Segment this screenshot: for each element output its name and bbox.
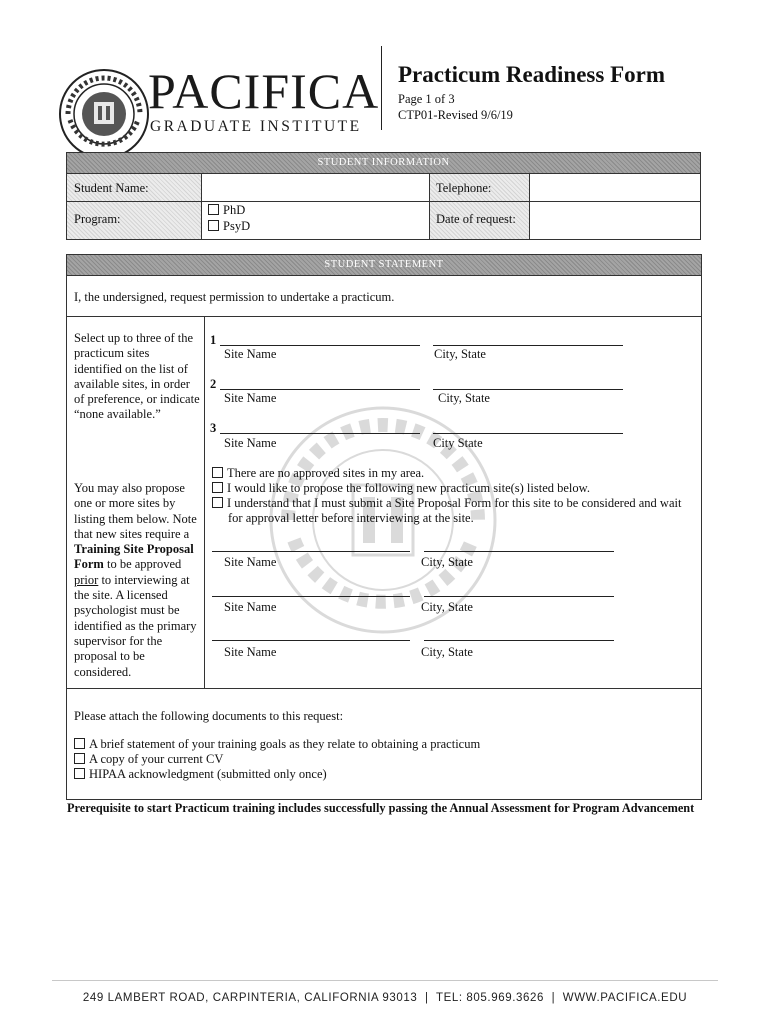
site-number: 3 bbox=[210, 421, 217, 435]
city-state-line[interactable] bbox=[433, 433, 623, 434]
proposed-site-line[interactable] bbox=[212, 551, 410, 552]
footer-divider bbox=[52, 980, 718, 981]
date-field[interactable] bbox=[532, 204, 698, 237]
site-number: 2 bbox=[210, 377, 217, 391]
program-label: Program: bbox=[74, 212, 121, 226]
checkbox[interactable] bbox=[74, 753, 85, 764]
site-name-label: Site Name bbox=[224, 436, 277, 450]
student-name-field[interactable] bbox=[204, 176, 426, 199]
option-proposal-form[interactable]: I understand that I must submit a Site Proposal Form for this site to be considered and wait bbox=[212, 496, 681, 511]
date-label: Date of request: bbox=[436, 212, 516, 226]
student-info-header bbox=[67, 153, 700, 173]
attachment-hipaa[interactable]: HIPAA acknowledgment (submitted only once) bbox=[74, 767, 327, 782]
table-rule bbox=[429, 173, 430, 240]
proposed-site-line[interactable] bbox=[212, 640, 410, 641]
proposed-site-label: Site Name bbox=[224, 645, 277, 659]
table-rule bbox=[529, 173, 530, 240]
table-rule bbox=[66, 316, 702, 317]
proposed-site-label: Site Name bbox=[224, 555, 277, 569]
telephone-field[interactable] bbox=[532, 176, 698, 199]
phd-checkbox[interactable] bbox=[208, 204, 219, 215]
telephone-label: Telephone: bbox=[436, 181, 492, 195]
training-site-form-name: Training Site Proposal Form bbox=[74, 542, 194, 572]
proposed-city-label: City, State bbox=[421, 555, 473, 569]
statement-title: STUDENT STATEMENT bbox=[324, 259, 444, 270]
proposed-city-line[interactable] bbox=[424, 640, 614, 641]
site-name-line[interactable] bbox=[220, 389, 420, 390]
proposed-site-line[interactable] bbox=[212, 596, 410, 597]
site-name-line[interactable] bbox=[220, 345, 420, 346]
page-label: Page 1 of 3 bbox=[398, 92, 455, 106]
city-state-label: City, State bbox=[434, 347, 486, 361]
proposed-city-line[interactable] bbox=[424, 596, 614, 597]
prior-emphasis: prior bbox=[74, 572, 99, 587]
city-state-label: City, State bbox=[438, 391, 490, 405]
site-name-label: Site Name bbox=[224, 347, 277, 361]
checkbox[interactable] bbox=[212, 467, 223, 478]
prerequisite-note: Prerequisite to start Practicum training includes successfully passing the Annual Assessment for Program Advancement bbox=[67, 801, 695, 815]
revision-label: CTP01-Revised 9/6/19 bbox=[398, 108, 513, 122]
proposed-city-label: City, State bbox=[421, 600, 473, 614]
attachment-goals[interactable]: A brief statement of your training goals as they relate to obtaining a practicum bbox=[74, 737, 480, 752]
org-subtitle: GRADUATE INSTITUTE bbox=[150, 118, 362, 135]
checkbox[interactable] bbox=[212, 482, 223, 493]
seal-logo bbox=[58, 68, 150, 160]
proposed-city-line[interactable] bbox=[424, 551, 614, 552]
attachment-cv[interactable]: A copy of your current CV bbox=[74, 752, 223, 767]
statement-header bbox=[67, 255, 701, 275]
table-rule bbox=[66, 688, 702, 689]
site-name-line[interactable] bbox=[220, 433, 420, 434]
student-info-title: STUDENT INFORMATION bbox=[317, 157, 450, 168]
propose-instructions: You may also propose one or more sites by listing them below. Note that new sites require a Training Site Proposal Form to be approved prior to interviewing at the site. A licensed psychologist must be identified as the primary supervisor for the proposal to be considered. bbox=[74, 481, 197, 679]
psyd-checkbox[interactable] bbox=[208, 220, 219, 231]
site-name-label: Site Name bbox=[224, 391, 277, 405]
student-name-label: Student Name: bbox=[74, 181, 149, 195]
table-rule bbox=[204, 316, 205, 688]
footer-address: 249 LAMBERT ROAD, CARPINTERIA, CALIFORNIA 93013 | TEL: 805.969.3626 | WWW.PACIFICA.EDU bbox=[82, 992, 688, 1004]
city-state-label: City State bbox=[433, 436, 483, 450]
city-state-line[interactable] bbox=[433, 345, 623, 346]
form-title: Practicum Readiness Form bbox=[398, 62, 665, 87]
table-rule bbox=[66, 275, 702, 276]
program-option-phd[interactable]: PhD bbox=[208, 203, 245, 218]
option-continuation: for approval letter before interviewing at the site. bbox=[228, 511, 474, 525]
header-divider bbox=[381, 46, 382, 130]
checkbox[interactable] bbox=[212, 497, 223, 508]
option-no-sites[interactable]: There are no approved sites in my area. bbox=[212, 466, 424, 481]
proposed-site-label: Site Name bbox=[224, 600, 277, 614]
city-state-line[interactable] bbox=[433, 389, 623, 390]
statement-intro: I, the undersigned, request permission to undertake a practicum. bbox=[74, 290, 395, 304]
select-instructions: Select up to three of the practicum sites identified on the list of available sites, in order of preference, or indicate “none available.” bbox=[74, 331, 200, 422]
proposed-city-label: City, State bbox=[421, 645, 473, 659]
table-rule bbox=[201, 173, 202, 240]
program-option-psyd[interactable]: PsyD bbox=[208, 219, 250, 234]
checkbox[interactable] bbox=[74, 768, 85, 779]
option-propose-sites[interactable]: I would like to propose the following new practicum site(s) listed below. bbox=[212, 481, 590, 496]
site-number: 1 bbox=[210, 333, 217, 347]
checkbox[interactable] bbox=[74, 738, 85, 749]
org-name: PACIFICA bbox=[148, 63, 380, 119]
attach-intro: Please attach the following documents to this request: bbox=[74, 709, 344, 723]
